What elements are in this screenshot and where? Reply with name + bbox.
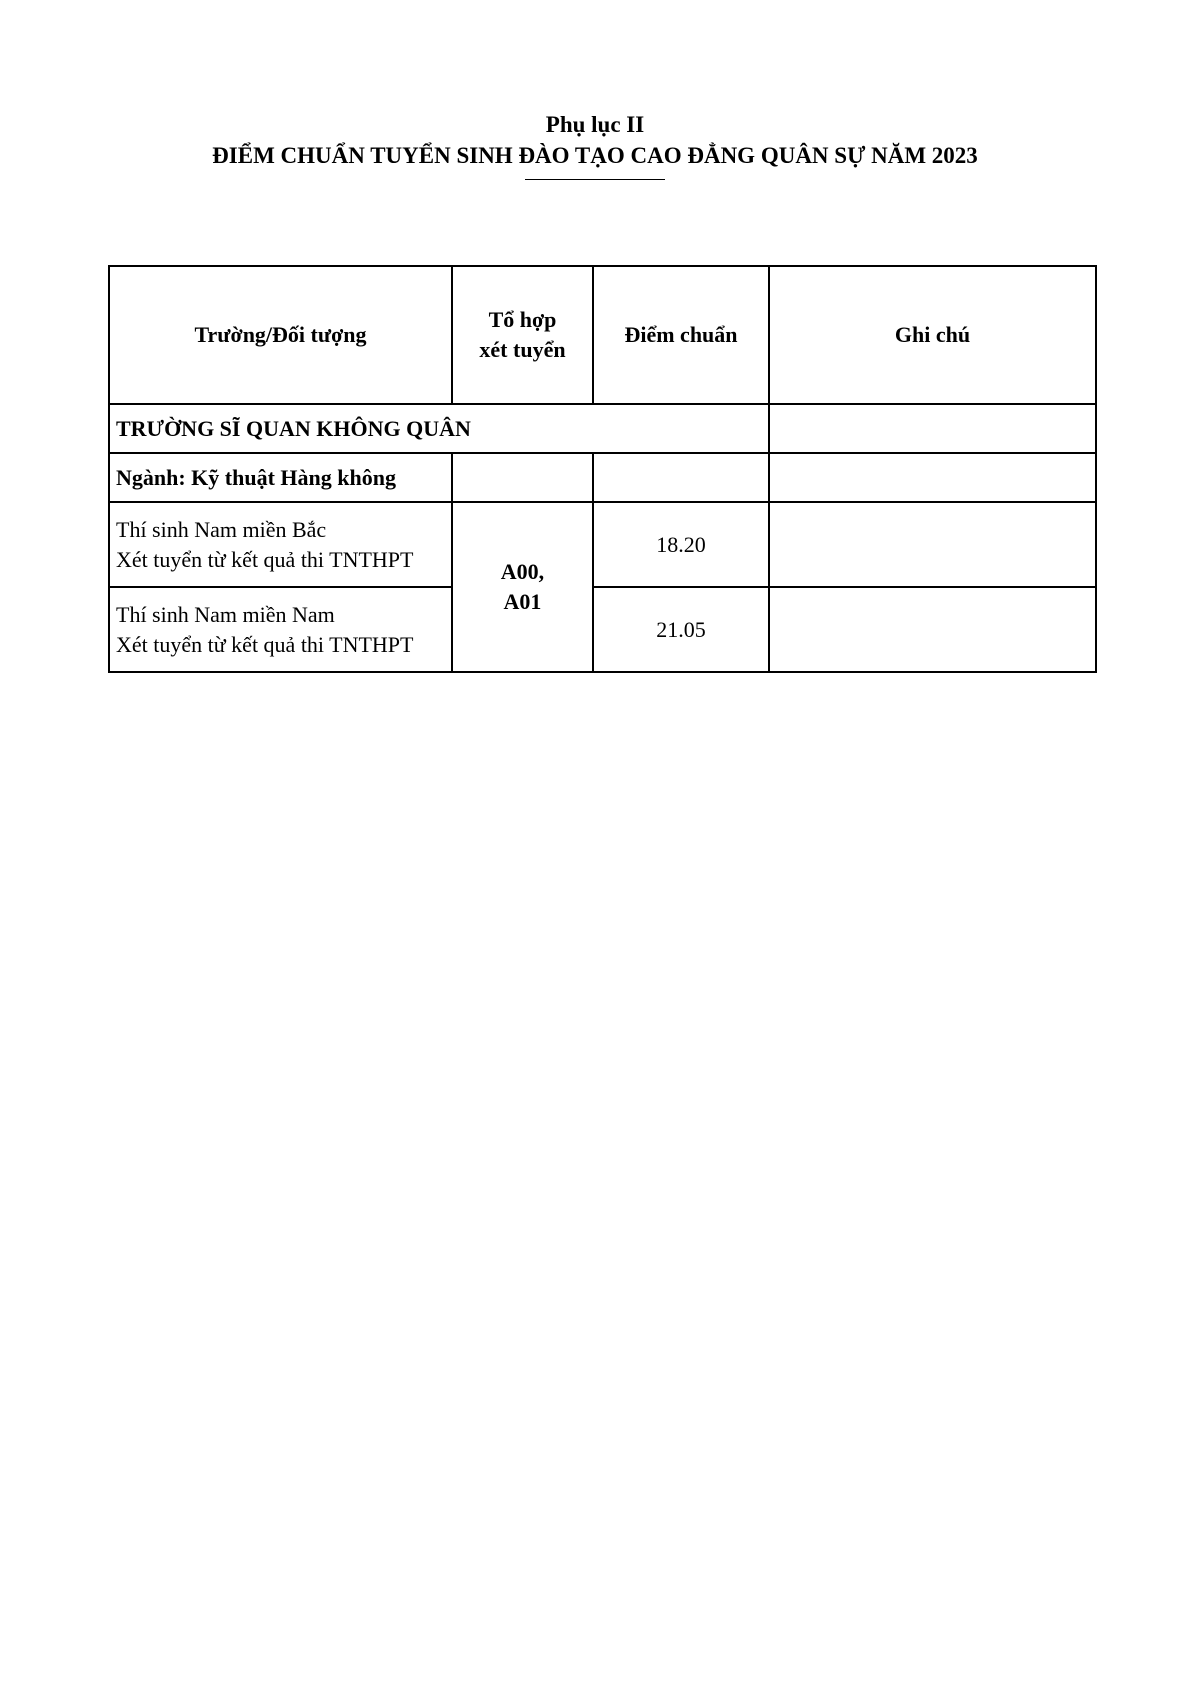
- column-header-school: Trường/Đối tượng: [109, 266, 452, 404]
- major-combo-cell: [452, 453, 593, 502]
- document-header: [0, 110, 1190, 180]
- subject-combination-line2: A01: [503, 589, 542, 614]
- column-header-note: Ghi chú: [769, 266, 1096, 404]
- table-row: [109, 502, 1096, 587]
- admission-method: Xét tuyển từ kết quả thi TNTHPT: [116, 631, 414, 657]
- school-name: TRƯỜNG SĨ QUAN KHÔNG QUÂN: [109, 404, 769, 453]
- major-note-cell: [769, 453, 1096, 502]
- note-cell: [769, 587, 1096, 672]
- table-header-row: [109, 266, 1096, 404]
- benchmark-score-table: [108, 265, 1097, 673]
- table-row: [109, 587, 1096, 672]
- subject-combination-line1: A00,: [500, 559, 545, 584]
- major-name: Ngành: Kỹ thuật Hàng không: [109, 453, 452, 502]
- candidate-cell: [109, 502, 452, 587]
- note-cell: [769, 502, 1096, 587]
- title-underline: [525, 179, 665, 180]
- school-row: [109, 404, 1096, 453]
- major-score-cell: [593, 453, 769, 502]
- subject-combination-cell: [452, 502, 593, 672]
- column-header-score: Điểm chuẩn: [593, 266, 769, 404]
- candidate-group: Thí sinh Nam miền Bắc: [116, 516, 327, 542]
- major-row: [109, 453, 1096, 502]
- column-header-combo-line1: Tổ hợp: [488, 307, 557, 332]
- document-title: ĐIỂM CHUẨN TUYỂN SINH ĐÀO TẠO CAO ĐẲNG QUÂN SỰ NĂM 2023: [212, 143, 978, 168]
- candidate-group: Thí sinh Nam miền Nam: [116, 601, 335, 627]
- benchmark-score: 21.05: [593, 587, 769, 672]
- benchmark-score: 18.20: [593, 502, 769, 587]
- appendix-label: Phụ lục II: [545, 112, 645, 137]
- candidate-cell: [109, 587, 452, 672]
- admission-method: Xét tuyển từ kết quả thi TNTHPT: [116, 546, 414, 572]
- school-note-cell: [769, 404, 1096, 453]
- column-header-combo-line2: xét tuyển: [479, 337, 566, 362]
- column-header-combo: [452, 266, 593, 404]
